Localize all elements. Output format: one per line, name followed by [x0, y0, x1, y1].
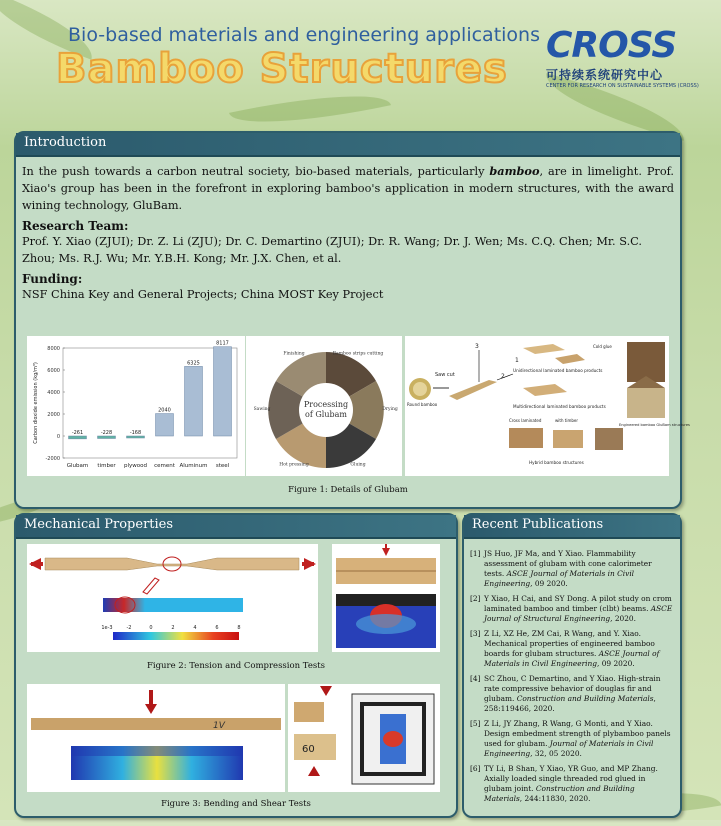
unidirectional-product-image [523, 344, 565, 354]
processing-label-line1: Processing [303, 400, 349, 409]
shear-specimen-photo [294, 702, 324, 722]
publication-journal: Construction and Building Materials [484, 784, 635, 803]
publication-number: [4] [470, 674, 481, 683]
chart-frame [63, 348, 237, 458]
intro-text-part: In the push towards a carbon neutral society, bio-based materials, particularly [22, 165, 490, 178]
bar-value-label: -228 [100, 430, 113, 436]
bar-value-label: -168 [129, 430, 142, 436]
publication-details: , 258:119466, 2020. [484, 694, 656, 713]
logo-wordmark: CROSS [546, 25, 677, 66]
publication-item [470, 549, 674, 589]
publication-citation [484, 549, 674, 589]
cold-glue-label: Cold glue [593, 344, 612, 349]
publication-number: [3] [470, 629, 481, 638]
publication-item [470, 629, 674, 669]
tension-specimen [45, 558, 299, 570]
bending-test-figure [27, 684, 285, 792]
mechanical-properties-panel [14, 513, 458, 818]
fem-top-layer [71, 746, 243, 756]
x-tick-label: plywood [124, 463, 147, 469]
x-tick-label: cement [154, 463, 175, 469]
colorbar-tick-labels [101, 625, 240, 631]
shear-stress-zone [383, 731, 403, 747]
research-team-text: Prof. Y. Xiao (ZJUI); Dr. Z. Li (ZJU); Dr. C. Demartino (ZJUI); Dr. R. Wang; Dr. J. Wen; Ms. C.Q. Chen; Mr. S.C. Zhou; Ms. R.J. Wu; Mr. Y.B.H. Kong; Mr. J.X. Chen, et al. [22, 235, 642, 265]
shear-test-svg [288, 684, 440, 792]
hybrid-structures-label: Hybrid bamboo structures [529, 460, 584, 465]
logo-chinese-name: 可持续系统研究中心 [546, 68, 664, 82]
colorbar-tick: 2 [171, 625, 175, 631]
round-bamboo-label: Round bamboo [407, 402, 438, 407]
intro-text-part: , are in limelight. Prof. Xiao's group has been in the forefront in exploring bamboo's application in modern structures, with the award wining technology, GluBam. [22, 165, 674, 212]
recent-publications-panel [462, 513, 682, 818]
research-team-heading: Research Team: [22, 219, 129, 233]
glubam-house-photo [627, 388, 665, 418]
publication-journal: ASCE Journal of Structural Engineering [484, 604, 673, 623]
publication-text: SC Zhou, C Demartino, and Y Xiao. High-strain rate compressive behavior of douglas fir and glubam. [484, 674, 661, 703]
process-arrow [497, 374, 513, 380]
funding-heading: Funding: [22, 272, 83, 286]
y-tick-label: 0 [56, 434, 60, 440]
bar [185, 366, 203, 436]
unidirectional-label: Unidirectional laminated bamboo products [513, 368, 603, 373]
poster-subtitle: Bio-based materials and engineering applications [68, 24, 540, 46]
logo-english-name: CENTER FOR RESEARCH ON SUSTAINABLE SYSTEMS (CROSS) [546, 83, 699, 89]
beam-marking: 1V [213, 721, 225, 731]
publication-number: [1] [470, 549, 481, 558]
figure-3-caption: Figure 3: Bending and Shear Tests [161, 799, 311, 809]
fem-strain-contour [103, 598, 243, 612]
publication-number: [2] [470, 594, 481, 603]
bar [98, 436, 116, 439]
arrow-shaft [31, 562, 43, 566]
cross-laminated-label: Cross laminated [509, 418, 542, 423]
x-tick-label: timber [97, 463, 116, 469]
colorbar-tick: -2 [126, 625, 132, 631]
tension-test-svg [27, 544, 318, 652]
cycle-step-label: Drying [382, 407, 398, 412]
processing-label-line2: of Glubam [305, 410, 347, 419]
processing-cycle-svg [246, 336, 402, 476]
publication-citation [484, 719, 674, 759]
publication-citation [484, 594, 674, 624]
mechanical-heading: Mechanical Properties [16, 515, 456, 539]
round-bamboo-core [413, 382, 427, 396]
introduction-heading: Introduction [16, 133, 680, 157]
co2-bar-chart-svg [27, 336, 245, 476]
introduction-paragraph [22, 163, 674, 214]
shear-specimen-photo [294, 734, 336, 760]
publication-citation [484, 764, 674, 804]
hybrid-product-image [509, 428, 543, 448]
hybrid-product-image [553, 430, 583, 448]
y-axis-label: Carbon dioxide emission (kg/m³) [33, 362, 39, 444]
figure-1-caption: Figure 1: Details of Glubam [288, 485, 408, 495]
introduction-panel [14, 131, 690, 509]
step-number: 1 [515, 357, 519, 364]
co2-emission-chart [27, 336, 245, 476]
bar-value-label: 6325 [187, 360, 200, 367]
bar [127, 436, 145, 438]
cycle-step-label: Bamboo strips cutting [332, 351, 384, 357]
hybrid-product-image [595, 428, 623, 450]
cycle-step-label: Sawing [253, 407, 271, 412]
publication-details: , 244:11830, 2020. [519, 794, 591, 803]
publication-number: [6] [470, 764, 481, 773]
saw-cut-label: Saw cut [435, 372, 455, 378]
publication-text: JS Huo, JF Ma, and Y Xiao. Flammability assessment of glubam with cone calorimeter tests. [484, 549, 652, 578]
y-tick-label: 4000 [47, 390, 60, 396]
bending-beam-photo [31, 718, 281, 730]
publication-details: , 09 2020. [597, 659, 635, 668]
publication-journal: ASCE Journal of Materials in Civil Engineering [484, 569, 635, 588]
colorbar-tick: 8 [237, 625, 241, 631]
publication-journal: Construction and Building Materials [516, 694, 654, 703]
with-timber-label: with timber [555, 418, 578, 423]
publication-details: , 32, 05 2020. [530, 749, 582, 758]
publication-item [470, 674, 674, 714]
publication-text: TY Li, B Shan, Y Xiao, YR Guo, and MP Zhang. Axially loaded single threaded rod glued in glubam joint. [484, 764, 658, 793]
shear-test-figure [288, 684, 440, 792]
compression-test-svg [332, 544, 440, 652]
publication-text: Z Li, XZ He, ZM Cai, R Wang, and Y. Xiao. Mechanical properties of engineered bamboo boards for glubam structures. [484, 629, 655, 658]
publication-number: [5] [470, 719, 481, 728]
x-tick-label: steel [215, 463, 230, 469]
y-tick-label: 8000 [47, 346, 60, 352]
publication-text: Z Li, JY Zhang, R Wang, G Monti, and Y Xiao. Design embedment strength of plybamboo panels used for glubam. [484, 719, 671, 748]
funding-text: NSF China Key and General Projects; China MOST Key Project [22, 288, 384, 301]
strain-colorbar [113, 632, 239, 640]
bar-value-label: -261 [71, 430, 84, 436]
shear-arrow-icon [320, 686, 332, 696]
y-tick-label: 6000 [47, 368, 60, 374]
publication-text: Y Xiao, H Cai, and SY Dong. A pilot study on crom laminated bamboo and timber (clbt) beams. [484, 594, 672, 613]
cycle-step-label: Hot pressing [279, 462, 309, 468]
publication-list [464, 539, 680, 804]
bar [214, 347, 232, 436]
publication-citation [484, 629, 674, 669]
tension-test-figure [27, 544, 318, 652]
publication-journal: ASCE Journal of Materials in Civil Engineering [484, 649, 660, 668]
stress-spread [356, 614, 416, 634]
arrow-shaft [302, 562, 314, 566]
step-number: 2 [501, 373, 505, 380]
arrow-shaft [149, 690, 153, 706]
multidirectional-label: Multidirectional laminated bamboo products [513, 404, 606, 409]
colorbar-tick: 4 [193, 625, 197, 631]
bar [69, 436, 87, 439]
y-tick-label: -2000 [45, 456, 60, 462]
bending-test-svg [27, 684, 285, 792]
publication-details: , 09 2020. [530, 579, 568, 588]
publication-details: , 2020. [610, 614, 636, 623]
colorbar-tick: 1e-3 [101, 625, 113, 631]
cycle-step-label: Finishing [283, 351, 305, 357]
cycle-step-label: Gluing [350, 462, 366, 468]
x-tick-label: Aluminum [179, 463, 208, 469]
bamboo-strip-image [449, 380, 497, 400]
publication-citation [484, 674, 674, 714]
zoom-arrow-icon [143, 578, 159, 594]
glubam-processing-figure [246, 336, 402, 476]
compression-test-figure [332, 544, 440, 652]
step-number: 3 [475, 343, 479, 350]
bamboo-products-diagram [405, 336, 690, 476]
publications-heading: Recent Publications [464, 515, 680, 539]
publication-item [470, 764, 674, 804]
publication-item [470, 594, 674, 624]
arrow-shaft [385, 544, 387, 550]
bar-value-label: 2040 [158, 407, 171, 414]
colorbar-tick: 6 [215, 625, 219, 631]
specimen-marking: 60 [302, 744, 315, 755]
unidirectional-product-image [555, 354, 585, 364]
publication-journal: Journal of Materials in Civil Engineering [484, 739, 654, 758]
bar-value-label: 8117 [216, 340, 229, 347]
colorbar-tick: 0 [149, 625, 153, 631]
multidirectional-product-image [523, 384, 567, 396]
engineered-glubam-label: Engineered bamboo GluBam structures [619, 423, 690, 427]
y-tick-label: 2000 [47, 412, 60, 418]
shear-arrow-icon [308, 766, 320, 776]
publication-item [470, 719, 674, 759]
x-tick-label: Glubam [66, 463, 89, 469]
products-diagram-svg [405, 336, 690, 476]
cross-logo [546, 25, 699, 94]
poster-title: Bamboo Structures [56, 46, 508, 92]
intro-emphasis: bamboo [489, 164, 540, 178]
bar [156, 414, 174, 436]
figure-2-caption: Figure 2: Tension and Compression Tests [146, 661, 325, 671]
